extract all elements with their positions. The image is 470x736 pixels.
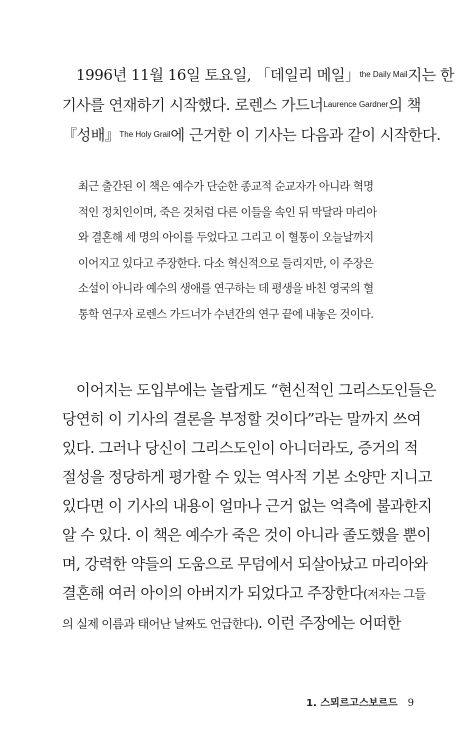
text-span: 기사를 연재하기 시작했다. 로렌스 가드너 <box>62 96 324 114</box>
text-line: 알 수 있다. 이 책은 예수가 죽은 것이 아니라 졸도했을 뿐이 <box>62 526 431 544</box>
text-span: 『성배』 <box>62 126 120 144</box>
text-span: 지는 한 <box>407 66 455 84</box>
text-span: 의 책 <box>388 96 421 114</box>
text-line <box>62 120 441 150</box>
quote-line: 소설이 아니라 예수의 생애를 연구하는 데 평생을 바친 영국의 혈 <box>78 282 374 296</box>
page-number: 9 <box>407 698 414 709</box>
text-span: 결혼해 여러 아이의 아버지가 되었다고 주장한다 <box>62 584 364 602</box>
text-line: 며, 강력한 약들의 도움으로 무덤에서 되살아났고 마리아와 <box>62 555 428 573</box>
parenthetical-note: (저자는 그들 <box>363 587 426 601</box>
text-line: 이어지는 도입부에는 놀랍게도 “현신적인 그리스도인들은 <box>76 381 437 399</box>
body-paragraph <box>62 376 437 639</box>
running-chapter-title: 1. 스뫼르고스보르드 <box>306 698 398 709</box>
parenthetical-note: 의 실제 이름과 태어난 날짜도 언급한다) <box>62 617 259 631</box>
text-span: 1996년 11월 16일 토요일, 「데일리 메일」 <box>76 66 360 84</box>
quote-line: 이어지고 있다고 주장한다. 다소 혁신적으로 들리지만, 이 주장은 <box>78 256 374 270</box>
english-gloss: The Holy Grail <box>119 130 171 139</box>
page-footer <box>280 694 414 709</box>
intro-paragraph <box>62 60 455 150</box>
block-quote <box>78 174 418 328</box>
quote-line: 통학 연구자 로렌스 가드너가 수년간의 연구 끝에 내놓은 것이다. <box>78 307 374 321</box>
text-line <box>62 90 421 120</box>
text-span: 에 근거한 이 기사는 다음과 같이 시작한다. <box>170 126 441 144</box>
quote-line: 와 결혼해 세 명의 아이를 두었다고 그리고 이 혈통이 오늘날까지 <box>78 231 374 245</box>
english-gloss: Laurence Gardner <box>323 100 389 109</box>
quote-line: 적인 정치인이며, 죽은 것처럼 다른 이들을 속인 뒤 막달라 마리아 <box>78 205 377 219</box>
text-line: 있다. 그러나 당신이 그리스도인이 아니더라도, 증거의 적 <box>62 439 418 457</box>
text-span: . 이런 주장에는 어떠한 <box>258 614 402 632</box>
quote-line: 최근 출간된 이 책은 예수가 단순한 종교적 순교자가 아니라 혁명 <box>78 180 374 193</box>
text-line <box>62 609 414 639</box>
text-line: 절성을 정당하게 평가할 수 있는 역사적 기본 소양만 지니고 <box>62 468 432 486</box>
text-line <box>62 579 426 609</box>
text-line: 당연히 이 기사의 결론을 부정할 것이다”라는 말까지 쓰여 <box>62 410 421 428</box>
english-gloss: the Daily Mail <box>359 70 408 79</box>
text-line <box>62 60 455 90</box>
text-line: 있다면 이 기사의 내용이 얼마나 근거 없는 억측에 불과한지 <box>62 497 432 515</box>
